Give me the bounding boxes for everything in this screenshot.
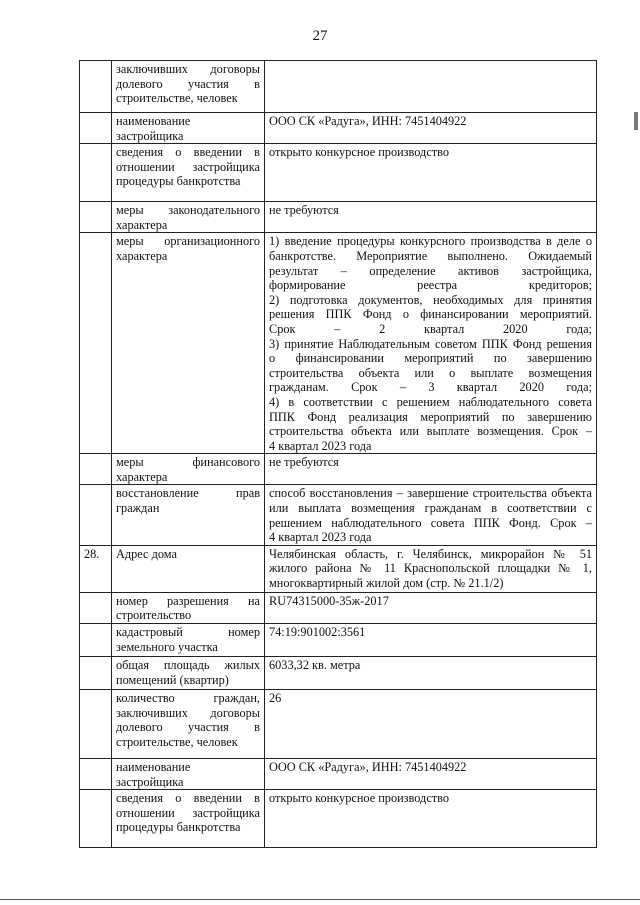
row-value xyxy=(265,113,597,144)
row-value xyxy=(265,202,597,233)
value-line: 74:19:901002:3561 xyxy=(269,625,366,640)
row-number xyxy=(80,690,112,759)
row-number xyxy=(80,485,112,545)
page-number: 27 xyxy=(312,28,328,44)
value-line: не требуются xyxy=(269,203,339,218)
table-row xyxy=(80,790,597,848)
table-row xyxy=(80,144,597,202)
table-row xyxy=(80,202,597,233)
row-value xyxy=(265,759,597,790)
table-row xyxy=(80,113,597,144)
row-value xyxy=(265,690,597,759)
row-value xyxy=(265,485,597,545)
table-row xyxy=(80,657,597,690)
table-row xyxy=(80,485,597,545)
row-number xyxy=(80,454,112,485)
row-number xyxy=(80,61,112,113)
row-label: заключивших договоры долевого участия в строительстве, человек xyxy=(112,61,265,113)
table-row xyxy=(80,592,597,623)
row-number xyxy=(80,144,112,202)
table-row xyxy=(80,454,597,485)
value-line: открыто конкурсное производство xyxy=(269,791,450,806)
value-line: 1) введение процедуры конкурсного производства в деле о xyxy=(269,234,592,249)
value-line: 4) в соответствии с решением наблюдательного совета xyxy=(269,394,592,409)
value-line: строительства объекта или выплате возмещения. Срок – xyxy=(269,424,592,439)
value-line: RU74315000-35ж-2017 xyxy=(269,593,389,608)
value-line: о финансировании мероприятий по завершению xyxy=(269,351,592,366)
value-line: гражданам. Срок – 3 квартал 2020 года; xyxy=(269,380,592,395)
value-line: решением наблюдательного совета ППК Фонд. Срок – xyxy=(269,515,592,530)
row-label: меры финансового характера xyxy=(112,454,265,485)
row-number xyxy=(80,657,112,690)
row-label: номер разрешения на строительство xyxy=(112,592,265,623)
value-line: строительства объекта или о выплате возмещения xyxy=(269,365,592,380)
table-row xyxy=(80,759,597,790)
value-line: 26 xyxy=(269,691,282,706)
value-line: 4 квартал 2023 года xyxy=(269,530,372,545)
row-value xyxy=(265,790,597,848)
value-line: способ восстановления – завершение строительства объекта xyxy=(269,486,592,501)
value-line: ООО СК «Радуга», ИНН: 7451404922 xyxy=(269,114,467,128)
row-label: количество граждан, заключивших договоры долевого участия в строительстве, человек xyxy=(112,690,265,759)
row-number xyxy=(80,592,112,623)
row-number xyxy=(80,759,112,790)
row-value xyxy=(265,61,597,113)
value-line: или выплата возмещения гражданам в соответствии с xyxy=(269,501,592,516)
value-line: Челябинская область, г. Челябинск, микрорайон № 51 xyxy=(269,546,592,561)
row-number xyxy=(80,113,112,144)
value-line: 6033,32 кв. метра xyxy=(269,658,361,673)
scan-edge xyxy=(0,899,640,900)
table-row xyxy=(80,233,597,454)
table-row xyxy=(80,545,597,592)
value-line: результат – определение активов застройщика, xyxy=(269,263,592,278)
value-line: открыто конкурсное производство xyxy=(269,145,450,160)
row-number xyxy=(80,624,112,657)
table-row xyxy=(80,690,597,759)
row-value xyxy=(265,233,597,454)
value-line: многоквартирный жилой дом (стр. № 21.1/2) xyxy=(269,576,504,591)
value-line: решения ППК Фонд о финансировании мероприятий. xyxy=(269,307,592,322)
row-label: меры организационного характера xyxy=(112,233,265,454)
row-label: наименование застройщика xyxy=(112,113,265,144)
housing-objects-table xyxy=(79,60,597,848)
row-label: меры законодательного характера xyxy=(112,202,265,233)
row-label: Адрес дома xyxy=(112,545,265,592)
value-line: формирование реестра кредиторов; xyxy=(269,278,592,293)
value-line: ООО СК «Радуга», ИНН: 7451404922 xyxy=(269,760,467,775)
row-number xyxy=(80,790,112,848)
row-label: восстановление прав граждан xyxy=(112,485,265,545)
value-line: 3) принятие Наблюдательным советом ППК Фонд решения xyxy=(269,336,592,351)
row-label: общая площадь жилых помещений (квартир) xyxy=(112,657,265,690)
value-line: Срок – 2 квартал 2020 года; xyxy=(269,321,592,336)
row-label: наименование застройщика xyxy=(112,759,265,790)
value-line: жилого района № 11 Краснопольской площадки № 1, xyxy=(269,561,592,576)
row-value xyxy=(265,592,597,623)
row-number xyxy=(80,202,112,233)
row-label: кадастровый номер земельного участка xyxy=(112,624,265,657)
scan-mark xyxy=(634,112,638,130)
row-value xyxy=(265,657,597,690)
value-line: ППК Фонд реализация мероприятий по завершению xyxy=(269,409,592,424)
value-line: банкротстве. Мероприятие выполнено. Ожидаемый xyxy=(269,248,592,263)
value-line: не требуются xyxy=(269,455,339,470)
row-value xyxy=(265,545,597,592)
row-value xyxy=(265,624,597,657)
row-value xyxy=(265,144,597,202)
value-line: 2) подготовка документов, необходимых для принятия xyxy=(269,292,592,307)
value-line: 4 квартал 2023 года xyxy=(269,438,372,453)
row-value xyxy=(265,454,597,485)
row-number: 28. xyxy=(80,545,112,592)
table-row xyxy=(80,624,597,657)
row-number xyxy=(80,233,112,454)
row-label: сведения о введении в отношении застройщика процедуры банкротства xyxy=(112,790,265,848)
table-row xyxy=(80,61,597,113)
row-label: сведения о введении в отношении застройщика процедуры банкротства xyxy=(112,144,265,202)
